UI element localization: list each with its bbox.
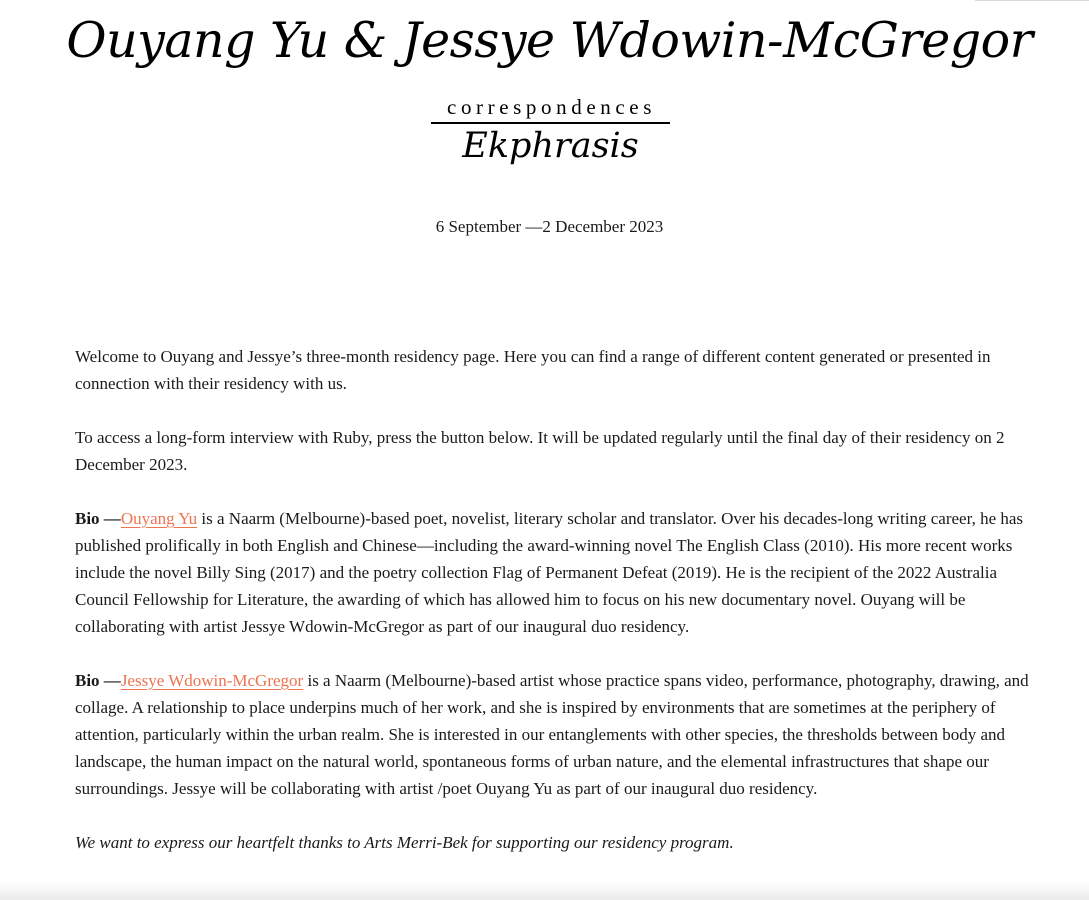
bio-jessye-paragraph [75, 667, 1035, 802]
bottom-edge-shadow [0, 882, 1089, 900]
main-content [75, 343, 1035, 883]
thanks-paragraph: We want to express our heartfelt thanks to Arts Merri-Bek for supporting our residency program. [75, 833, 734, 852]
access-paragraph: To access a long-form interview with Ruby, press the button below. It will be updated regularly until the final day of their residency on 2 December 2023. [75, 428, 1005, 474]
bio-label: Bio — [75, 671, 121, 690]
jessye-wdowin-mcgregor-link[interactable]: Jessye Wdowin-McGregor [120, 671, 304, 690]
bio-label: Bio — [75, 509, 121, 528]
logo-bottom-text: Ekphrasis [462, 126, 639, 166]
intro-paragraph: Welcome to Ouyang and Jessye’s three-month residency page. Here you can find a range of different content generated or presented in connection with their residency with us. [75, 347, 991, 393]
logo-top-text: correspondences [447, 95, 656, 119]
bio-jessye-text: is a Naarm (Melbourne)-based artist whose practice spans video, performance, photography, drawing, and collage. A relationship to place underpins much of her work, and she is inspired by environments that are sometimes at the periphery of attention, particularly within the urban realm. She is interested in our entanglements with other species, the thresholds between body and landscape, the human impact on the natural world, spontaneous forms of urban nature, and the elemental infrastructures that shape our surroundings. Jessye will be collaborating with artist /poet Ouyang Yu as part of our inaugural duo residency. [75, 671, 1029, 798]
residency-dates: 6 September —2 December 2023 [435, 217, 664, 236]
ouyang-yu-link[interactable]: Ouyang Yu [120, 509, 198, 528]
bio-ouyang-text: is a Naarm (Melbourne)-based poet, novelist, literary scholar and translator. Over his decades-long writing career, he has published prolifically in both English and Chinese—including the award-winning novel The English Class (2010). His more recent works include the novel Billy Sing (2017) and the poetry collection Flag of Permanent Defeat (2019). He is the recipient of the 2022 Australia Council Fellowship for Literature, the awarding of which has allowed him to focus on his new documentary novel. Ouyang will be collaborating with artist Jessye Wdowin-McGregor as part of our inaugural duo residency. [75, 509, 1024, 636]
bio-ouyang-paragraph [75, 505, 1035, 640]
top-divider [975, 0, 1089, 1]
correspondences-ekphrasis-logo [431, 94, 670, 174]
page-title: Ouyang Yu & Jessye Wdowin-McGregor [66, 12, 1033, 69]
